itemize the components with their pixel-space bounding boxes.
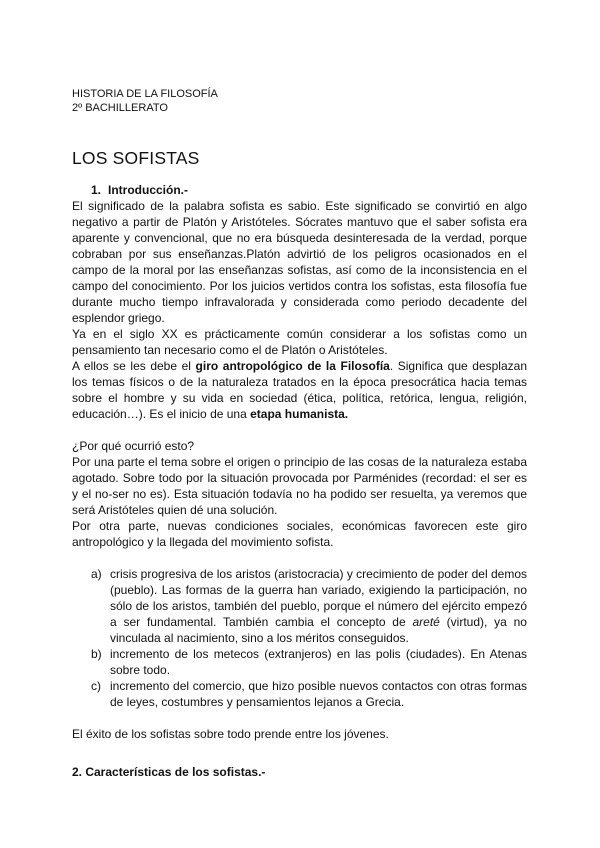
list-marker: b) [91, 647, 102, 661]
closing-paragraph: El éxito de los sofistas sobre todo prende entre los jóvenes. [72, 727, 389, 741]
intro-p3-text-a: A ellos se les debe el [72, 359, 196, 373]
intro-p3-bold-2: etapa humanista. [250, 407, 349, 421]
list-item [91, 646, 527, 678]
section-2-heading: 2. Características de los sofistas.- [72, 765, 266, 779]
intro-paragraph-2: Ya en el siglo XX es prácticamente común considerar a los sofistas como un pensamiento tan necesario como el de Platón o Aristóteles. [72, 327, 527, 357]
intro-p3-bold-1: giro antropológico de la Filosofía [195, 359, 390, 373]
section-1-number: 1. [91, 183, 102, 197]
why-paragraph-1: Por una parte el tema sobre el origen o principio de las cosas de la naturaleza estaba agotado. Sobre todo por la situación provocada por Parménides (recordad: el ser es y el no-ser no es). Esta situación todavía no ha podido ser resuelta, ya veremos que será Aristóteles quien dé una solución. [72, 455, 527, 517]
list-item [91, 678, 527, 710]
list-item-text: crisis progresiva de los aristos (aristocracia) y crecimiento de poder del demos (pueblo). Las formas de la guerra han variado, exigiendo la participación, no sólo de los aristos, también del pueblo, porque el número del ejército empezó a ser fundamental. También cambia el concepto de [110, 567, 527, 629]
section-1-heading [91, 183, 188, 197]
intro-paragraph-3 [72, 358, 527, 422]
list-marker: c) [91, 679, 101, 693]
list-item-text-cont: (virtud), ya no vinculada al nacimiento, sino a los méritos conseguidos. [110, 615, 527, 645]
why-question: ¿Por qué ocurrió esto? [72, 439, 195, 453]
introduction-block [72, 198, 527, 422]
list-item-text: incremento del comercio, que hizo posible nuevos contactos con otras formas de leyes, costumbres y pensamientos lejanos a Grecia. [110, 679, 527, 709]
why-block [72, 438, 527, 550]
document-title: LOS SOFISTAS [72, 148, 200, 168]
course-level: 2º BACHILLERATO [72, 102, 168, 114]
intro-paragraph-1: El significado de la palabra sofista es sabio. Este significado se convirtió en algo negativo a partir de Platón y Aristóteles. Sócrates mantuvo que el saber sofista era aparente y convencional, que no era búsqueda desinteresada de la verdad, porque cobraban por sus enseñanzas.Platón advirtió de los peligros ocasionados en el campo de la moral por las enseñanzas sofistas, así como de la inconsistencia en el campo del conocimiento. Por los juicios vertidos contra los sofistas, esta filosofía fue durante mucho tiempo infravalorada y considerada como periodo decadente del esplendor griego. [72, 199, 527, 325]
section-1-title: Introducción.- [108, 183, 188, 197]
list-marker: a) [91, 567, 102, 581]
list-item [91, 566, 527, 646]
causes-list [91, 566, 527, 710]
why-paragraph-2: Por otra parte, nuevas condiciones sociales, económicas favorecen este giro antropológico y la llegada del movimiento sofista. [72, 519, 527, 549]
intro-p3-text-b: . Significa que desplazan los temas físicos o de la naturaleza tratados en la época presocrática hacia temas sobre el hombre y su vida en sociedad (ética, política, retórica, lengua, religión, educación…). Es el inicio de una [72, 359, 527, 421]
course-subject: HISTORIA DE LA FILOSOFÍA [72, 88, 218, 100]
list-item-text: incremento de los metecos (extranjeros) en las polis (ciudades). En Atenas sobre todo. [110, 647, 527, 677]
list-item-italic-term: areté [412, 615, 440, 629]
